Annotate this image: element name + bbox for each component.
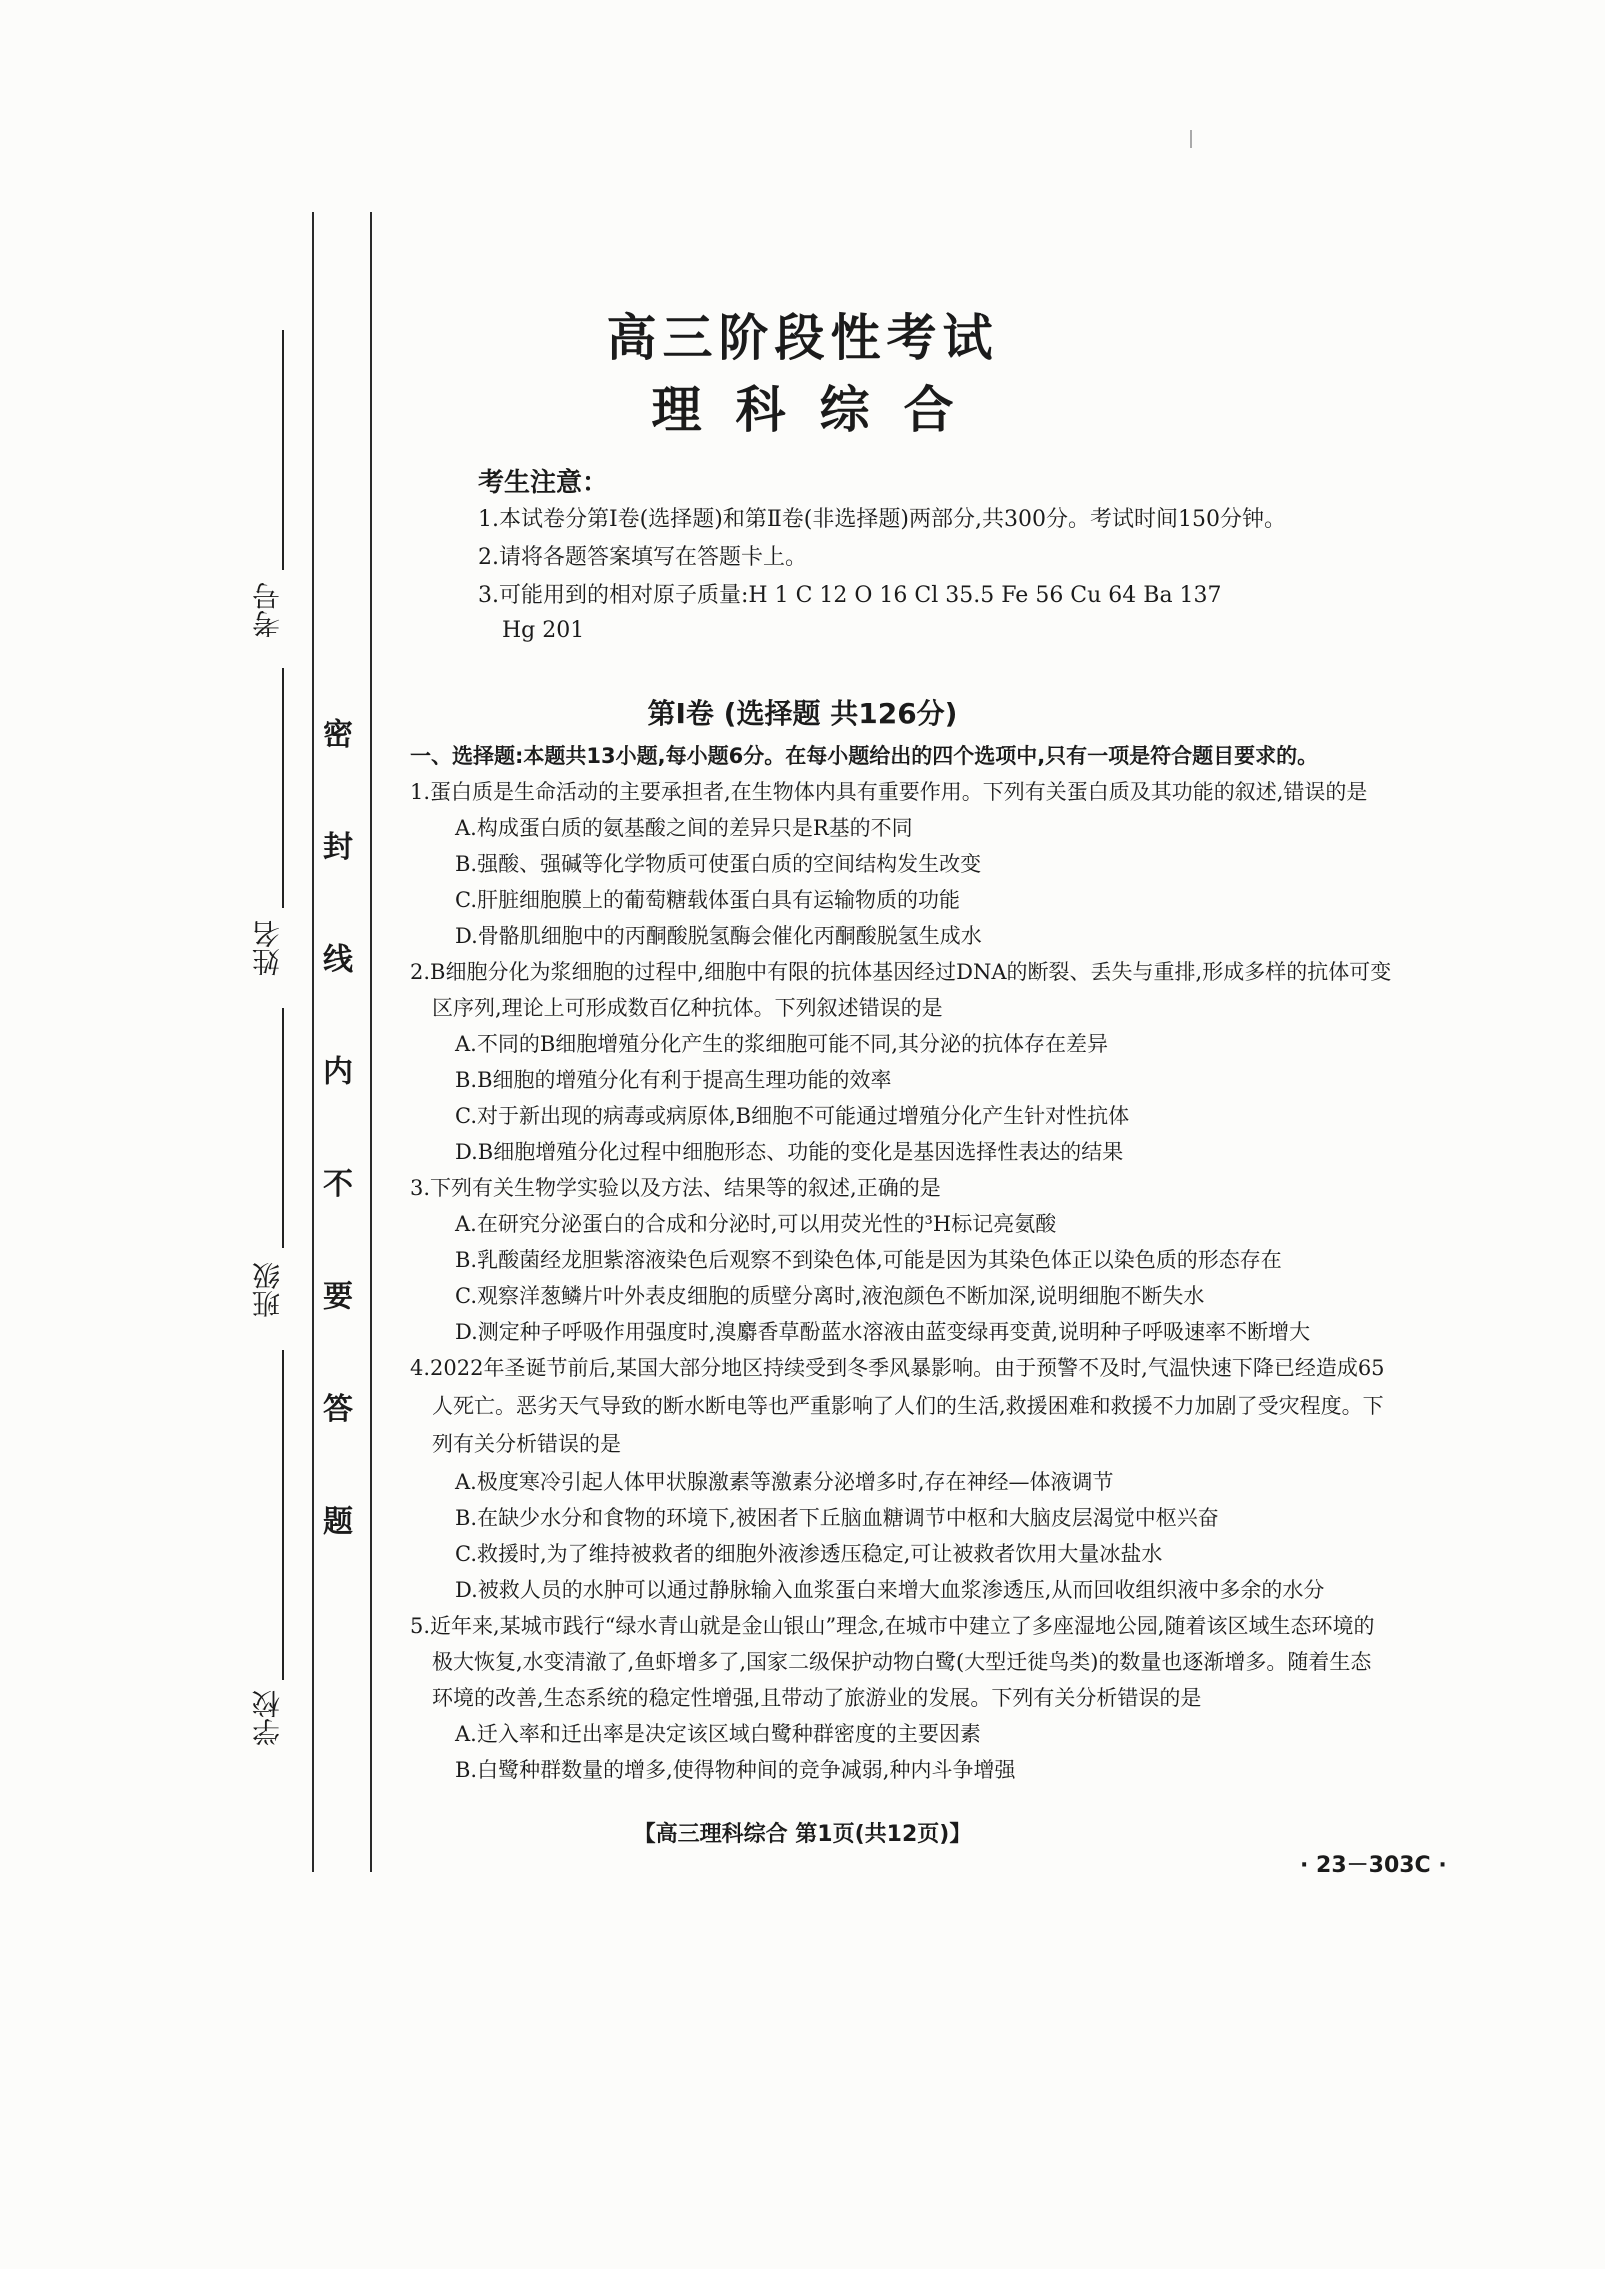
question-stem: 4.2022年圣诞节前后,某国大部分地区持续受到冬季风暴影响。由于预警不及时,气温快速下降已经造成65 xyxy=(410,1356,1385,1380)
question-option: B.B细胞的增殖分化有利于提高生理功能的效率 xyxy=(455,1068,892,1092)
name-label: 姓名 xyxy=(251,920,284,976)
question-option: A.极度寒冷引起人体甲状腺激素等激素分泌增多时,存在神经—体液调节 xyxy=(455,1470,1114,1494)
question-option: D.骨骼肌细胞中的丙酮酸脱氢酶会催化丙酮酸脱氢生成水 xyxy=(455,924,982,948)
question-option: D.测定种子呼吸作用强度时,溴麝香草酚蓝水溶液由蓝变绿再变黄,说明种子呼吸速率不断增大 xyxy=(455,1320,1311,1344)
question-option: B.白鹭种群数量的增多,使得物种间的竞争减弱,种内斗争增强 xyxy=(455,1758,1016,1782)
question-option: C.对于新出现的病毒或病原体,B细胞不可能通过增殖分化产生针对性抗体 xyxy=(455,1104,1130,1128)
notice-item: 3.可能用到的相对原子质量:H 1 C 12 O 16 Cl 35.5 Fe 56 Cu 64 Ba 137 xyxy=(478,583,1222,608)
exam-title: 高三阶段性考试 xyxy=(606,309,999,367)
question-option: A.不同的B细胞增殖分化产生的浆细胞可能不同,其分泌的抗体存在差异 xyxy=(455,1032,1108,1056)
question-option: C.救援时,为了维持被救者的细胞外液渗透压稳定,可让被救者饮用大量冰盐水 xyxy=(455,1542,1163,1566)
question-stem: 5.近年来,某城市践行“绿水青山就是金山银山”理念,在城市中建立了多座湿地公园,随着该区域生态环境的 xyxy=(410,1614,1375,1638)
question-stem: 3.下列有关生物学实验以及方法、结果等的叙述,正确的是 xyxy=(410,1176,941,1200)
question-stem: 列有关分析错误的是 xyxy=(432,1432,621,1456)
page-footer: 【高三理科综合 第1页(共12页)】 xyxy=(633,1822,972,1847)
question-stem: 环境的改善,生态系统的稳定性增强,且带动了旅游业的发展。下列有关分析错误的是 xyxy=(432,1686,1202,1710)
section-title: 第Ⅰ卷 (选择题 共126分) xyxy=(647,697,958,730)
paper-code: · 23－303C · xyxy=(1300,1853,1447,1878)
question-stem: 1.蛋白质是生命活动的主要承担者,在生物体内具有重要作用。下列有关蛋白质及其功能的叙述,错误的是 xyxy=(410,780,1368,804)
notice-item: 1.本试卷分第Ⅰ卷(选择题)和第Ⅱ卷(非选择题)两部分,共300分。考试时间150分钟。 xyxy=(478,507,1286,532)
class-label: 班级 xyxy=(251,1262,284,1318)
notice-item: Hg 201 xyxy=(502,618,585,643)
notice-item: 2.请将各题答案填写在答题卡上。 xyxy=(478,545,807,570)
question-stem: 2.B细胞分化为浆细胞的过程中,细胞中有限的抗体基因经过DNA的断裂、丢失与重排,形成多样的抗体可变 xyxy=(410,960,1392,984)
seal-line-notice: 密 封 线 内 不 要 答 题 xyxy=(317,718,352,1572)
subject-title: 理科综合 xyxy=(651,381,988,439)
question-stem: 人死亡。恶劣天气导致的断水断电等也严重影响了人们的生活,救援困难和救援不力加剧了受灾程度。下 xyxy=(432,1394,1384,1418)
part-intro: 一、选择题:本题共13小题,每小题6分。在每小题给出的四个选项中,只有一项是符合题目要求的。 xyxy=(410,744,1319,768)
question-stem: 极大恢复,水变清澈了,鱼虾增多了,国家二级保护动物白鹭(大型迁徙鸟类)的数量也逐渐增多。随着生态 xyxy=(432,1650,1372,1674)
question-option: B.在缺少水分和食物的环境下,被困者下丘脑血糖调节中枢和大脑皮层渴觉中枢兴奋 xyxy=(455,1506,1219,1530)
margin-line-inner xyxy=(370,212,372,1872)
question-option: C.观察洋葱鳞片叶外表皮细胞的质壁分离时,液泡颜色不断加深,说明细胞不断失水 xyxy=(455,1284,1205,1308)
question-option: A.迁入率和迁出率是决定该区域白鹭种群密度的主要因素 xyxy=(455,1722,981,1746)
question-option: B.乳酸菌经龙胆紫溶液染色后观察不到染色体,可能是因为其染色体正以染色质的形态存在 xyxy=(455,1248,1282,1272)
question-option: A.在研究分泌蛋白的合成和分泌时,可以用荧光性的³H标记亮氨酸 xyxy=(455,1212,1057,1236)
question-option: D.B细胞增殖分化过程中细胞形态、功能的变化是基因选择性表达的结果 xyxy=(455,1140,1124,1164)
scan-mark xyxy=(1190,130,1192,148)
class-blank xyxy=(282,1008,284,1248)
school-label: 学校 xyxy=(251,1690,284,1746)
question-option: C.肝脏细胞膜上的葡萄糖载体蛋白具有运输物质的功能 xyxy=(455,888,960,912)
question-option: B.强酸、强碱等化学物质可使蛋白质的空间结构发生改变 xyxy=(455,852,982,876)
exam-number-label: 考号 xyxy=(251,582,284,638)
notice-heading: 考生注意： xyxy=(478,468,609,498)
question-option: A.构成蛋白质的氨基酸之间的差异只是R基的不同 xyxy=(455,816,913,840)
school-blank xyxy=(282,1350,284,1680)
question-option: D.被救人员的水肿可以通过静脉输入血浆蛋白来增大血浆渗透压,从而回收组织液中多余的水分 xyxy=(455,1578,1325,1602)
question-stem: 区序列,理论上可形成数百亿种抗体。下列叙述错误的是 xyxy=(432,996,943,1020)
